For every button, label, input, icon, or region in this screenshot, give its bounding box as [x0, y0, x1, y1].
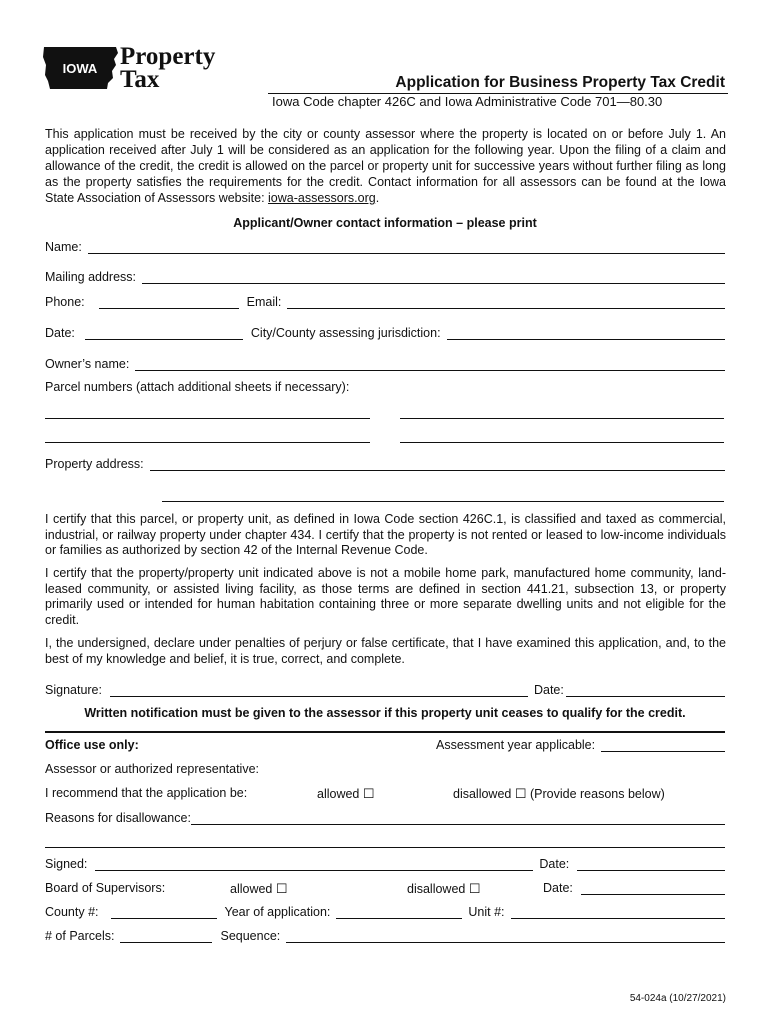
recommend-allowed-checkbox[interactable]: ☐	[362, 786, 375, 801]
reasons-note: (Provide reasons below)	[530, 787, 665, 801]
email-field[interactable]	[287, 296, 725, 309]
board-date-field[interactable]	[581, 882, 725, 895]
certify-paragraph-2: I certify that the property/property unit indicated above is not a mobile home park, manufactured home community, land-leased community, or assisted living facility, as those terms are defined in section 441.21, subsection 13, or property primarily used or intended for human habitation containing three or more separate dwelling units and not eligible for the credit.	[45, 566, 726, 627]
board-disallowed	[407, 881, 481, 897]
iowa-state-map-logo	[42, 45, 120, 90]
county-label: County #:	[45, 905, 99, 919]
parcel-field-1[interactable]	[45, 406, 370, 419]
office-divider	[45, 731, 725, 733]
office-heading: Office use only:	[45, 738, 139, 752]
form-subtitle: Iowa Code chapter 426C and Iowa Administrative Code 701—80.30	[272, 94, 663, 109]
signed-row	[45, 857, 725, 871]
intro-paragraph	[45, 126, 726, 206]
recommend-allowed	[317, 786, 375, 802]
assessment-year-field[interactable]	[601, 739, 725, 752]
sequence-label: Sequence:	[220, 929, 281, 943]
parcel-field-3[interactable]	[45, 430, 370, 443]
property-address-field[interactable]	[150, 458, 725, 471]
date-field[interactable]	[85, 327, 243, 340]
parcel-field-4[interactable]	[400, 430, 724, 443]
year-app-field[interactable]	[336, 906, 462, 919]
owner-field[interactable]	[135, 358, 725, 371]
assessors-website-link[interactable]: iowa-assessors.org	[268, 191, 376, 205]
recommend-disallowed-label: disallowed	[453, 787, 512, 801]
reasons-field-2[interactable]	[45, 835, 725, 848]
unit-label: Unit #:	[468, 905, 505, 919]
email-label: Email:	[246, 295, 282, 309]
form-number: 54-024a (10/27/2021)	[629, 993, 726, 1004]
property-address-field-2[interactable]	[162, 489, 724, 502]
year-app-label: Year of application:	[224, 905, 331, 919]
assessment-year-label: Assessment year applicable:	[436, 738, 596, 752]
parcels-count-label: # of Parcels:	[45, 929, 115, 943]
name-field[interactable]	[88, 241, 725, 254]
signature-date-label: Date:	[533, 683, 564, 697]
board-allowed	[230, 881, 288, 897]
recommend-allowed-label: allowed	[317, 787, 360, 801]
logo-word-property: Property	[120, 43, 216, 70]
reasons-field[interactable]	[191, 812, 725, 825]
parcels-count-field[interactable]	[120, 930, 212, 943]
parcels-label: Parcel numbers (attach additional sheets if necessary):	[45, 380, 350, 394]
county-field[interactable]	[111, 906, 217, 919]
parcels-count-row	[45, 929, 725, 943]
signature-row	[45, 683, 725, 697]
mailing-label: Mailing address:	[45, 270, 137, 284]
contact-heading: Applicant/Owner contact information – please print	[233, 216, 537, 230]
property-address-row	[45, 457, 725, 471]
signed-field[interactable]	[95, 858, 533, 871]
jurisdiction-label: City/County assessing jurisdiction:	[250, 326, 441, 340]
phone-field[interactable]	[99, 296, 239, 309]
intro-end: .	[375, 191, 380, 205]
reasons-row	[45, 811, 725, 825]
assessment-year-row	[436, 738, 725, 752]
jurisdiction-field[interactable]	[447, 327, 725, 340]
parcel-field-2[interactable]	[400, 406, 724, 419]
logo-word-tax: Tax	[120, 66, 160, 93]
form-title: Application for Business Property Tax Credit	[395, 74, 725, 91]
board-allowed-label: allowed	[230, 882, 273, 896]
phone-label: Phone:	[45, 295, 85, 309]
signature-date-field[interactable]	[566, 684, 725, 697]
board-disallowed-checkbox[interactable]: ☐	[468, 881, 481, 896]
name-label: Name:	[45, 240, 82, 254]
signature-label: Signature:	[45, 683, 102, 697]
certify-paragraph-1: I certify that this parcel, or property unit, as defined in Iowa Code section 426C.1, is classified and taxed as commercial, industrial, or railway property under chapter 434. I certify that the property is not rented or leased to low-income individuals or families as authorized by section 42 of the Internal Revenue Code.	[45, 512, 726, 557]
mailing-row	[45, 270, 725, 284]
board-date-row	[543, 881, 725, 895]
name-row	[45, 240, 725, 254]
recommend-disallowed	[453, 786, 665, 802]
board-disallowed-label: disallowed	[407, 882, 466, 896]
date-jurisdiction-row	[45, 326, 725, 340]
signed-label: Signed:	[45, 857, 88, 871]
logo-state-text: IOWA	[62, 61, 98, 76]
board-label: Board of Supervisors:	[45, 881, 166, 895]
recommend-label: I recommend that the application be:	[45, 786, 248, 800]
signed-date-field[interactable]	[577, 858, 725, 871]
date-label: Date:	[45, 326, 75, 340]
intro-text: This application must be received by the city or county assessor where the property is located on or before July 1. An application received after July 1 will be considered as an application for the following year. Upon the filing of a claim and allowance of the credit, the credit is allowed on the parcel or property unit for successive years without further filing as long as the property satisfies the requirements for the credit. Contact information for all assessors can be found at the Iowa State Association of Assessors website:	[45, 127, 726, 205]
board-allowed-checkbox[interactable]: ☐	[275, 881, 288, 896]
unit-field[interactable]	[511, 906, 725, 919]
parcels-heading-row	[45, 380, 725, 394]
property-address-label: Property address:	[45, 457, 144, 471]
owner-row	[45, 357, 725, 371]
signed-date-label: Date:	[539, 857, 570, 871]
owner-label: Owner’s name:	[45, 357, 130, 371]
board-date-label: Date:	[543, 881, 573, 895]
assessor-label: Assessor or authorized representative:	[45, 762, 259, 776]
reasons-label: Reasons for disallowance:	[45, 811, 191, 825]
certify-paragraph-3: I, the undersigned, declare under penalties of perjury or false certificate, that I have examined this application, and, to the best of my knowledge and belief, it is true, correct, and complete.	[45, 636, 726, 666]
sequence-field[interactable]	[286, 930, 725, 943]
mailing-field[interactable]	[142, 271, 725, 284]
recommend-disallowed-checkbox[interactable]: ☐	[514, 786, 527, 801]
signature-field[interactable]	[110, 684, 528, 697]
county-row	[45, 905, 725, 919]
phone-email-row	[45, 295, 725, 309]
notification-notice: Written notification must be given to the assessor if this property unit ceases to qualify for the credit.	[84, 706, 686, 720]
